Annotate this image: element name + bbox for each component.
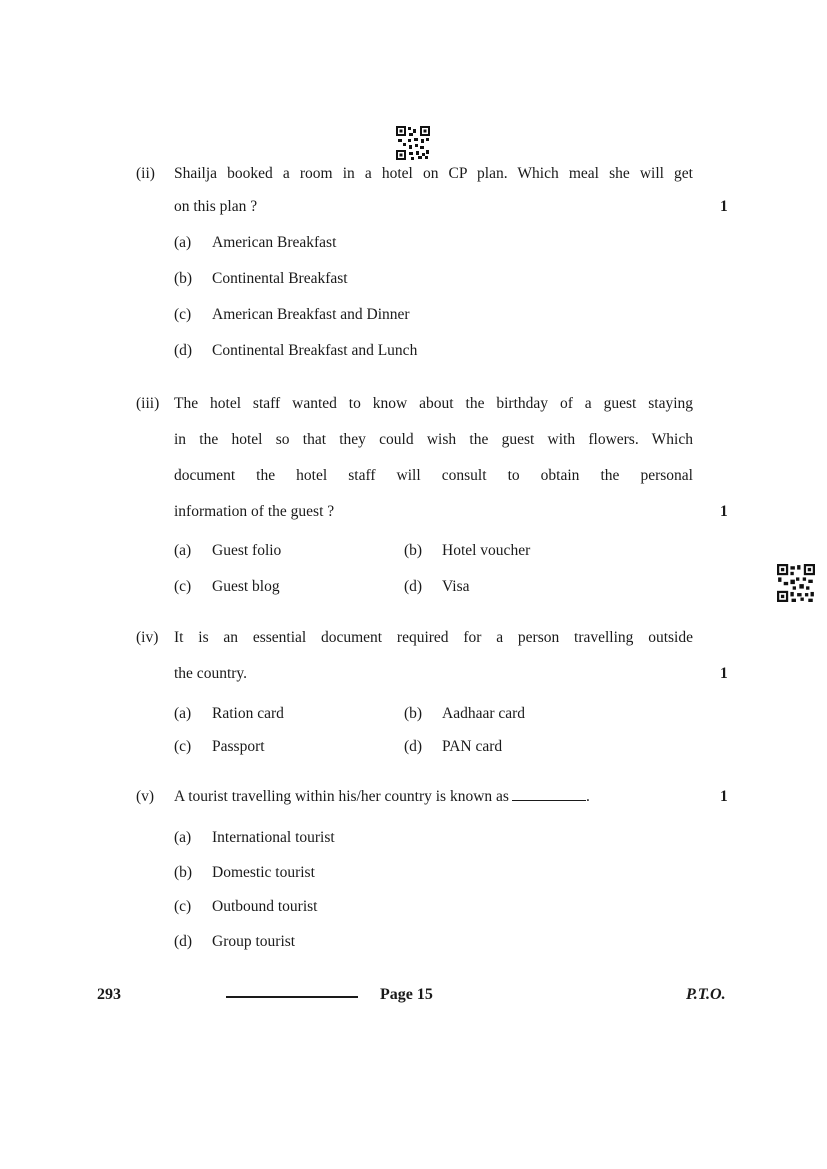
option-label: (a)	[174, 705, 192, 722]
question-text: A tourist travelling within his/her country is known as	[174, 788, 509, 805]
question-text-line: in the hotel so that they could wish the guest with flowers. Which	[174, 431, 693, 448]
option-text: Domestic tourist	[212, 864, 315, 881]
qr-code-icon	[777, 564, 815, 602]
option-text: American Breakfast and Dinner	[212, 306, 410, 323]
question-text-line: It is an essential document required for a person travelling outside	[174, 629, 693, 646]
option-label: (b)	[404, 542, 423, 559]
option-c	[174, 306, 410, 324]
question-number: (iii)	[136, 395, 160, 412]
option-label: (d)	[404, 738, 423, 755]
page-number: Page 15	[380, 986, 433, 1003]
option-text: Ration card	[212, 705, 284, 722]
option-label: (d)	[404, 578, 423, 595]
question-text-line: on this plan ?	[174, 198, 258, 215]
option-a	[174, 542, 281, 560]
option-label: (d)	[174, 933, 193, 950]
option-label: (a)	[174, 829, 192, 846]
paper-code: 293	[97, 986, 121, 1003]
marks: 1	[720, 788, 728, 805]
question-text-line: document the hotel staff will consult to obtain the personal	[174, 467, 693, 484]
option-text: Passport	[212, 738, 265, 755]
question-number: (v)	[136, 788, 155, 805]
question-text-line: The hotel staff wanted to know about the birthday of a guest staying	[174, 395, 693, 412]
marks: 1	[720, 665, 728, 682]
option-text: Continental Breakfast	[212, 270, 348, 287]
option-label: (c)	[174, 578, 192, 595]
option-b	[404, 542, 530, 560]
question-number: (ii)	[136, 165, 155, 182]
qr-code-icon	[396, 126, 430, 160]
option-text: PAN card	[442, 738, 503, 755]
question-text-line: the country.	[174, 665, 248, 682]
option-b	[174, 864, 315, 882]
option-text: American Breakfast	[212, 234, 337, 251]
option-c	[174, 898, 318, 916]
option-d	[174, 933, 295, 951]
option-text: Aadhaar card	[442, 705, 526, 722]
option-d	[404, 738, 502, 756]
option-text: Guest folio	[212, 542, 282, 559]
option-label: (c)	[174, 738, 192, 755]
option-text: Group tourist	[212, 933, 296, 950]
option-label: (b)	[174, 270, 193, 287]
option-a	[174, 234, 336, 252]
option-label: (c)	[174, 306, 192, 323]
option-label: (d)	[174, 342, 193, 359]
option-b	[404, 705, 525, 723]
option-d	[174, 342, 417, 360]
please-turn-over: P.T.O.	[686, 986, 726, 1003]
question-text-line: Shailja booked a room in a hotel on CP plan. Which meal she will get	[174, 165, 693, 182]
option-c	[174, 578, 280, 596]
marks: 1	[720, 503, 728, 520]
option-d	[404, 578, 469, 596]
option-a	[174, 829, 335, 847]
option-text: Hotel voucher	[442, 542, 531, 559]
option-text: Continental Breakfast and Lunch	[212, 342, 418, 359]
option-label: (a)	[174, 234, 192, 251]
option-text: Visa	[442, 578, 470, 595]
option-c	[174, 738, 265, 756]
footer-divider	[226, 996, 358, 998]
marks: 1	[720, 198, 728, 215]
question-text-line: A tourist travelling within his/her country is known as .	[174, 788, 590, 805]
option-text: International tourist	[212, 829, 335, 846]
question-text-line: information of the guest ?	[174, 503, 335, 520]
option-b	[174, 270, 348, 288]
option-label: (b)	[404, 705, 423, 722]
option-label: (c)	[174, 898, 192, 915]
answer-blank	[512, 799, 586, 801]
option-label: (b)	[174, 864, 193, 881]
option-text: Guest blog	[212, 578, 280, 595]
option-label: (a)	[174, 542, 192, 559]
option-a	[174, 705, 284, 723]
question-number: (iv)	[136, 629, 159, 646]
option-text: Outbound tourist	[212, 898, 318, 915]
